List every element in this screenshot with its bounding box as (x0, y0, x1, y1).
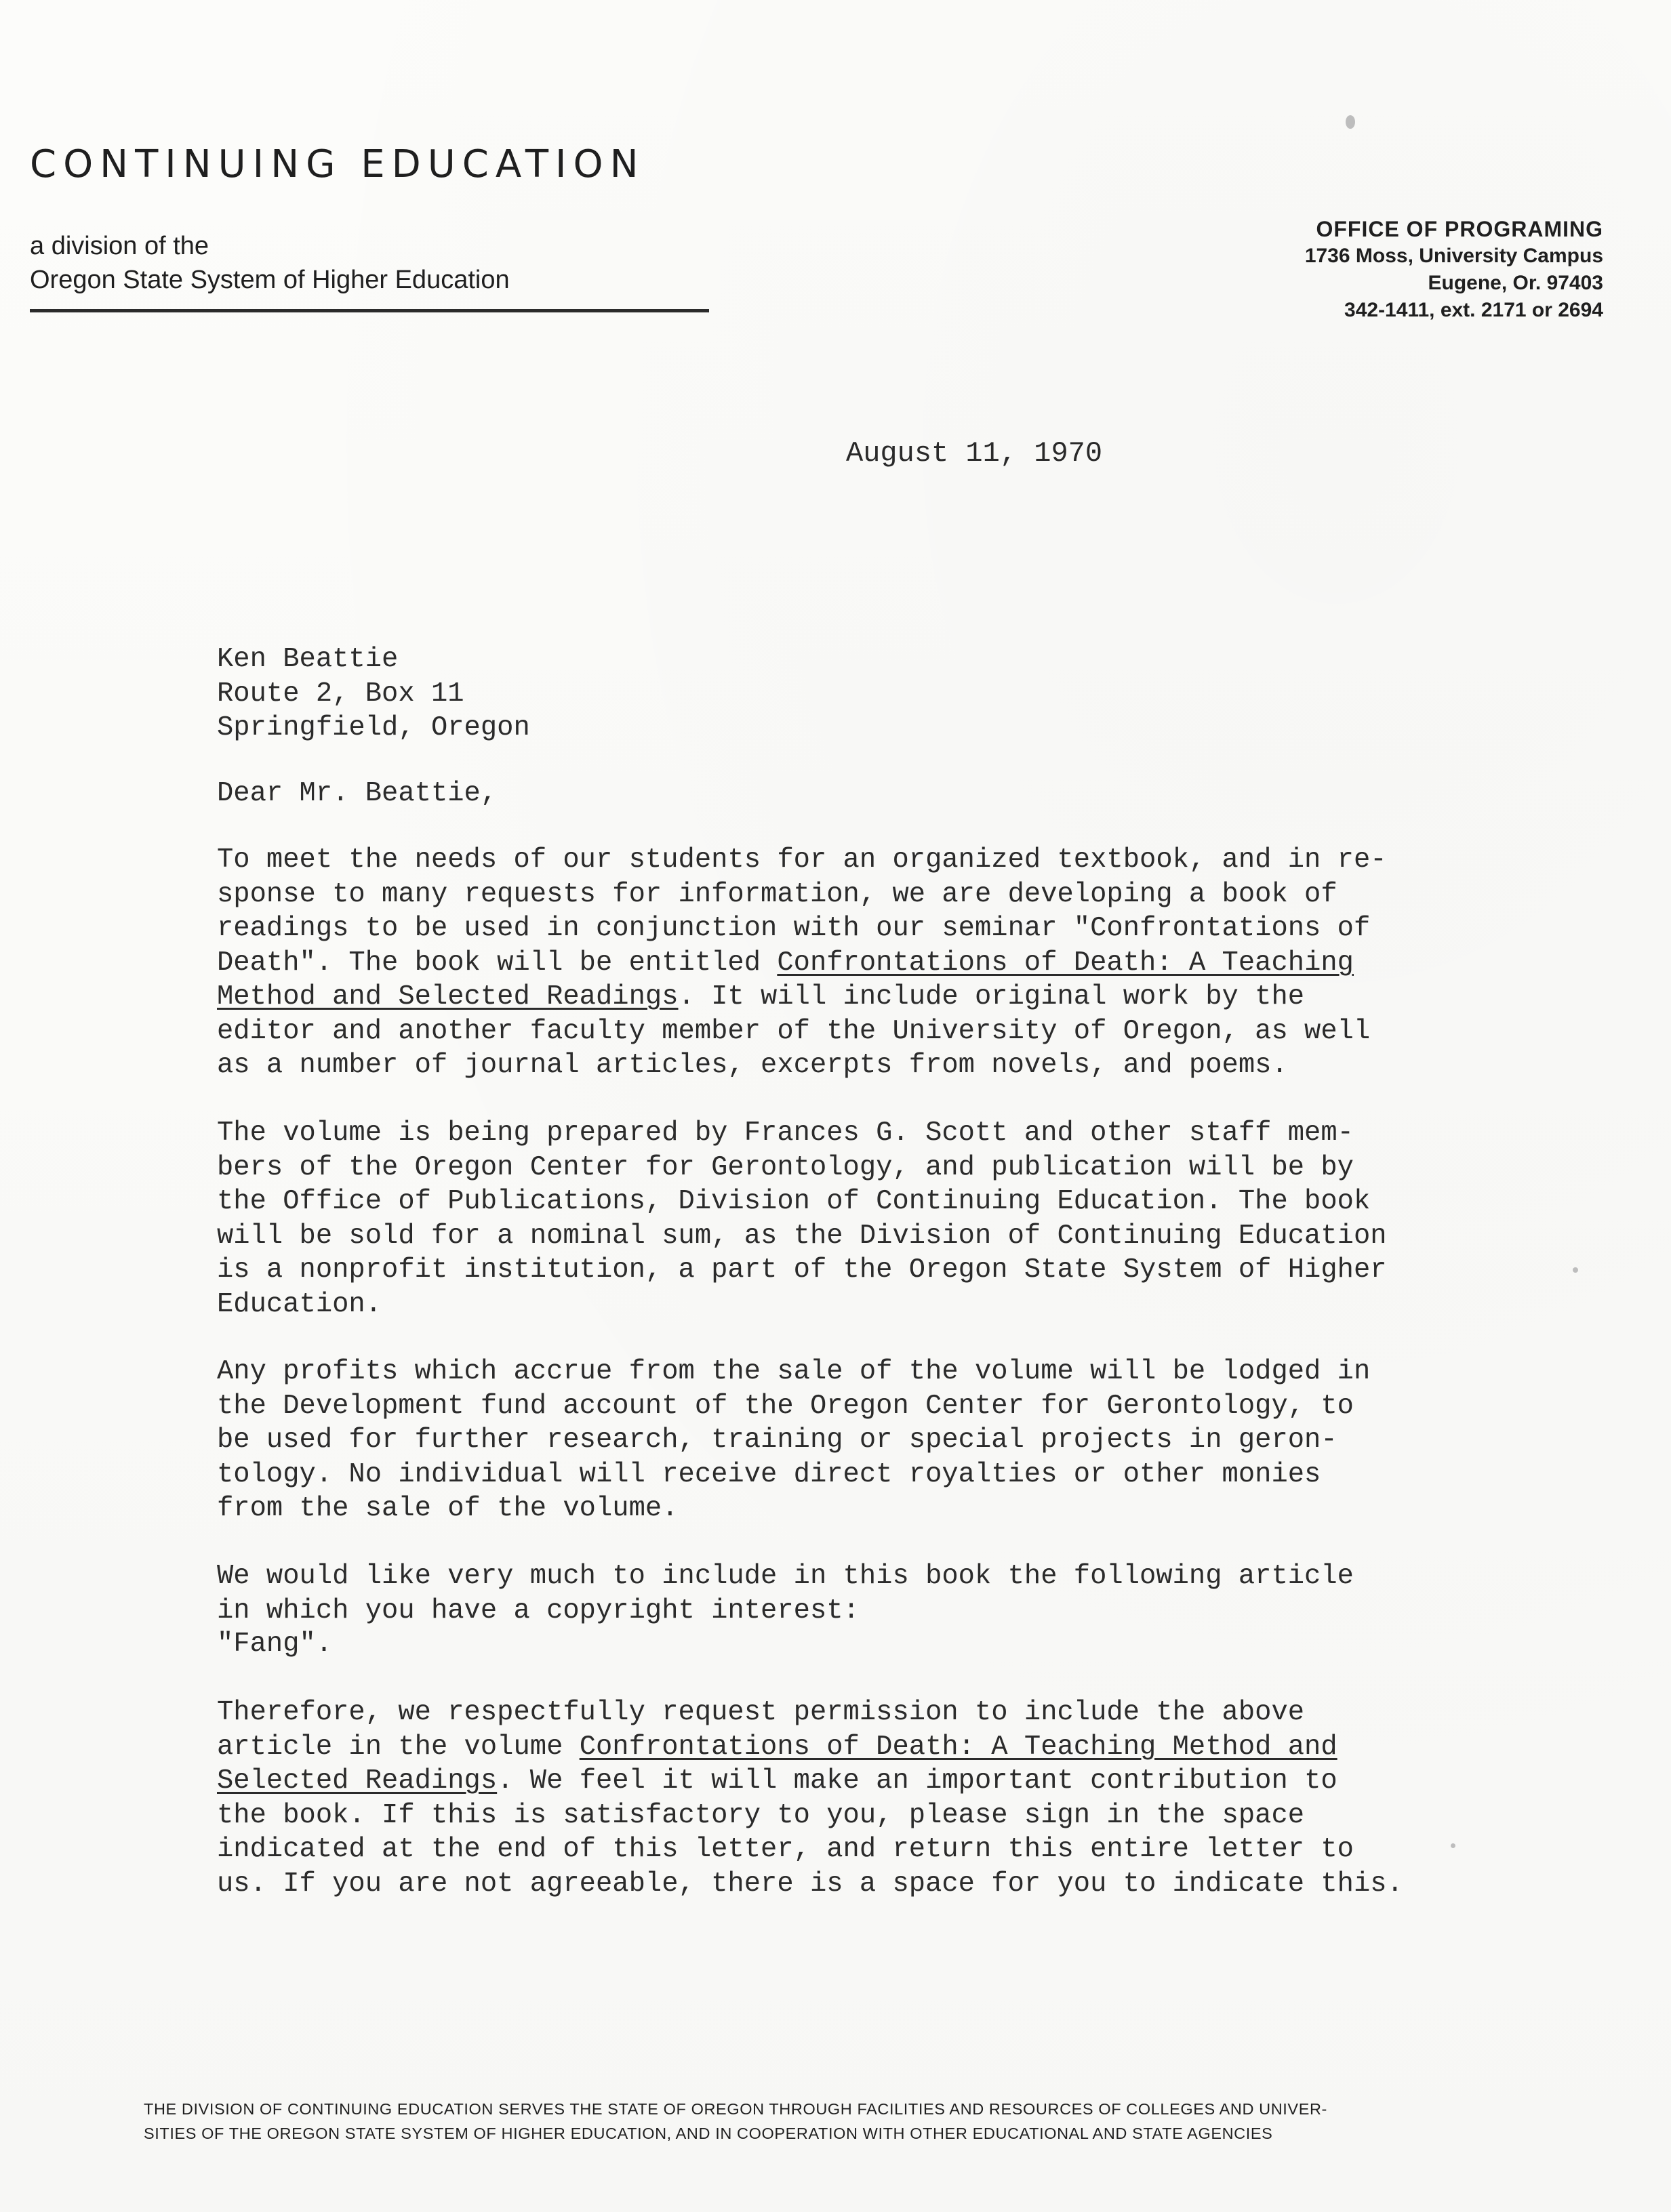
text-line: We would like very much to include in this book the following article (217, 1561, 1354, 1592)
text-line: Therefore, we respectfully request permission to include the above (217, 1697, 1305, 1728)
footer-line: THE DIVISION OF CONTINUING EDUCATION SERVES THE STATE OF OREGON THROUGH FACILITIES AND RESOURCES OF COLLEGES AND UNIVER- (144, 2100, 1327, 2118)
footer-line: SITIES OF THE OREGON STATE SYSTEM OF HIGHER EDUCATION, AND IN COOPERATION WITH OTHER EDUCATIONAL AND STATE AGENCIES (144, 2125, 1273, 2142)
division-line: Oregon State System of Higher Education (30, 266, 510, 294)
office-address-line: Eugene, Or. 97403 (1428, 272, 1603, 294)
letterhead-rule (30, 309, 709, 312)
paragraph-6 (217, 1696, 1478, 1901)
division-line: a division of the (30, 232, 209, 260)
office-title: OFFICE OF PROGRAMING (1316, 217, 1603, 241)
text-line: Education. (217, 1288, 382, 1320)
text-line: be used for further research, training or special projects in geron- (217, 1425, 1337, 1456)
text-line: To meet the needs of our students for an organized textbook, and in re- (217, 844, 1387, 876)
letter-date: August 11, 1970 (846, 437, 1103, 470)
text-line: in which you have a copyright interest: (217, 1595, 860, 1626)
paragraph-4 (217, 1559, 1478, 1628)
paper-speck (1573, 1267, 1578, 1273)
text-segment: . It will include original work by the (678, 981, 1305, 1012)
text-line (217, 1730, 1478, 1765)
text-line: readings to be used in conjunction with our seminar "Confrontations of (217, 913, 1371, 944)
article-title: "Fang". (217, 1629, 333, 1660)
text-line: the Office of Publications, Division of Continuing Education. The book (217, 1186, 1371, 1217)
text-line: The volume is being prepared by Frances G. Scott and other staff mem- (217, 1118, 1354, 1149)
text-line: the book. If this is satisfactory to you, please sign in the space (217, 1799, 1305, 1831)
text-line: editor and another faculty member of the University of Oregon, as well (217, 1015, 1371, 1047)
text-segment: Death". The book will be entitled (217, 947, 778, 979)
text-line: from the sale of the volume. (217, 1493, 679, 1524)
office-address-line: 1736 Moss, University Campus (1304, 245, 1603, 267)
office-phone: 342-1411, ext. 2171 or 2694 (1344, 299, 1603, 321)
paragraph-3 (217, 1355, 1478, 1526)
letterhead-division (30, 229, 510, 297)
text-line: indicated at the end of this letter, and return this entire letter to (217, 1834, 1354, 1865)
paper-speck (1346, 115, 1355, 129)
text-line: Any profits which accrue from the sale of the volume will be lodged in (217, 1356, 1371, 1387)
text-line (217, 1764, 1478, 1799)
text-line (217, 946, 1478, 981)
recipient-city: Springfield, Oregon (217, 712, 530, 743)
book-title-underlined: Confrontations of Death: A Teaching Method and (579, 1731, 1337, 1763)
letterhead-title: CONTINUING EDUCATION (30, 142, 645, 186)
recipient-street: Route 2, Box 11 (217, 678, 464, 710)
paragraph-1 (217, 843, 1478, 1083)
book-title-underlined: Selected Readings (217, 1765, 498, 1797)
office-address-block (1305, 216, 1603, 324)
text-line (217, 980, 1478, 1015)
text-line: tology. No individual will receive direct royalties or other monies (217, 1458, 1321, 1490)
footer-statement (144, 2097, 1327, 2146)
salutation: Dear Mr. Beattie, (217, 778, 498, 809)
text-line: sponse to many requests for information, we are developing a book of (217, 878, 1337, 910)
book-title-underlined: Confrontations of Death: A Teaching (777, 947, 1354, 979)
book-title-underlined: Method and Selected Readings (217, 981, 679, 1012)
text-line: bers of the Oregon Center for Gerontology, and publication will be by (217, 1151, 1354, 1183)
text-line: will be sold for a nominal sum, as the Division of Continuing Education (217, 1220, 1387, 1252)
paragraph-2 (217, 1116, 1478, 1322)
text-line: as a number of journal articles, excerpts from novels, and poems. (217, 1050, 1288, 1081)
text-line: us. If you are not agreeable, there is a space for you to indicate this. (217, 1868, 1403, 1900)
paper-speck (1451, 1843, 1455, 1848)
text-segment: article in the volume (217, 1731, 580, 1763)
recipient-address (217, 642, 1478, 745)
text-segment: . We feel it will make an important contribution to (497, 1765, 1337, 1797)
text-line: is a nonprofit institution, a part of the Oregon State System of Higher (217, 1254, 1387, 1286)
text-line: the Development fund account of the Oregon Center for Gerontology, to (217, 1390, 1354, 1422)
recipient-name: Ken Beattie (217, 644, 399, 675)
